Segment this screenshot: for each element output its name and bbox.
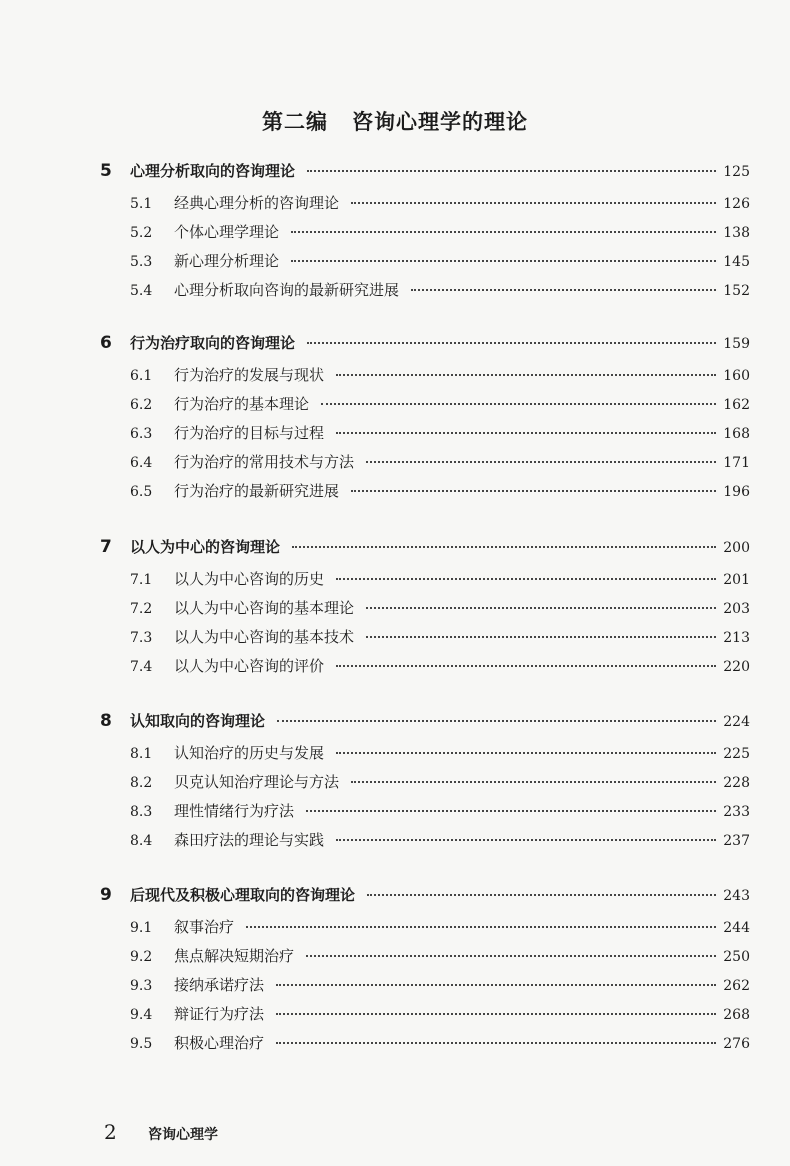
section-page: 145 xyxy=(723,254,750,270)
section-page: 268 xyxy=(723,1007,750,1023)
section-row[interactable] xyxy=(100,364,750,393)
dot-leader xyxy=(291,231,716,233)
section-number: 9.2 xyxy=(130,949,153,965)
section-number: 6.2 xyxy=(130,397,153,413)
section-title: 以人为中心咨询的历史 xyxy=(174,570,325,588)
dot-leader xyxy=(351,781,716,783)
section-page: 171 xyxy=(723,455,750,471)
section-page: 138 xyxy=(723,225,750,241)
section-row[interactable] xyxy=(100,771,750,800)
section-page: 168 xyxy=(723,426,750,442)
chapter-title: 行为治疗取向的咨询理论 xyxy=(130,334,296,352)
section-row[interactable] xyxy=(100,451,750,480)
section-title: 心理分析取向咨询的最新研究进展 xyxy=(174,281,400,299)
dot-leader xyxy=(276,1013,716,1015)
section-title: 焦点解决短期治疗 xyxy=(174,947,295,965)
section-row[interactable] xyxy=(100,393,750,422)
footer-page-number: 2 xyxy=(104,1120,117,1144)
dot-leader xyxy=(307,342,716,344)
section-number: 6.4 xyxy=(130,455,153,471)
section-title: 行为治疗的基本理论 xyxy=(174,395,310,413)
section-number: 9.4 xyxy=(130,1007,153,1023)
dot-leader xyxy=(306,955,716,957)
dot-leader xyxy=(336,578,716,580)
dot-leader xyxy=(291,260,716,262)
section-number: 8.2 xyxy=(130,775,153,791)
chapter-number: 7 xyxy=(100,537,112,557)
section-title: 个体心理学理论 xyxy=(174,223,280,241)
section-row[interactable] xyxy=(100,480,750,509)
dot-leader xyxy=(351,490,716,492)
dot-leader xyxy=(321,403,716,405)
chapter-number: 9 xyxy=(100,885,112,905)
chapter-number: 6 xyxy=(100,333,112,353)
chapter-page: 224 xyxy=(723,714,750,730)
section-title: 贝克认知治疗理论与方法 xyxy=(174,773,340,791)
dot-leader xyxy=(366,461,716,463)
section-title: 积极心理治疗 xyxy=(174,1034,265,1052)
section-page: 233 xyxy=(723,804,750,820)
part-title-prefix: 第二编 xyxy=(262,110,328,134)
section-number: 6.1 xyxy=(130,368,153,384)
section-number: 8.1 xyxy=(130,746,153,762)
section-page: 160 xyxy=(723,368,750,384)
chapter-page: 159 xyxy=(723,336,750,352)
section-row[interactable] xyxy=(100,221,750,250)
chapter-9 xyxy=(100,884,750,1061)
dot-leader xyxy=(246,926,716,928)
footer-book-title: 咨询心理学 xyxy=(148,1127,218,1143)
section-title: 以人为中心咨询的基本技术 xyxy=(174,628,355,646)
section-page: 250 xyxy=(723,949,750,965)
chapter-heading[interactable] xyxy=(100,710,750,742)
section-page: 228 xyxy=(723,775,750,791)
section-number: 8.4 xyxy=(130,833,153,849)
chapter-8 xyxy=(100,710,750,858)
chapter-6 xyxy=(100,332,750,509)
section-title: 叙事治疗 xyxy=(174,918,235,936)
section-title: 接纳承诺疗法 xyxy=(174,976,265,994)
section-row[interactable] xyxy=(100,250,750,279)
chapter-page: 125 xyxy=(723,164,750,180)
section-title: 行为治疗的常用技术与方法 xyxy=(174,453,355,471)
dot-leader xyxy=(276,984,716,986)
section-row[interactable] xyxy=(100,1003,750,1032)
dot-leader xyxy=(366,636,716,638)
section-page: 276 xyxy=(723,1036,750,1052)
chapter-heading[interactable] xyxy=(100,332,750,364)
chapter-title: 认知取向的咨询理论 xyxy=(130,712,266,730)
chapter-heading[interactable] xyxy=(100,884,750,916)
section-row[interactable] xyxy=(100,945,750,974)
section-row[interactable] xyxy=(100,626,750,655)
section-title: 新心理分析理论 xyxy=(174,252,280,270)
section-row[interactable] xyxy=(100,597,750,626)
dot-leader xyxy=(336,665,716,667)
section-number: 7.1 xyxy=(130,572,153,588)
section-page: 162 xyxy=(723,397,750,413)
section-number: 5.2 xyxy=(130,225,153,241)
section-row[interactable] xyxy=(100,829,750,858)
section-number: 7.3 xyxy=(130,630,153,646)
section-row[interactable] xyxy=(100,916,750,945)
section-number: 8.3 xyxy=(130,804,153,820)
section-page: 220 xyxy=(723,659,750,675)
chapter-title: 以人为中心的咨询理论 xyxy=(130,538,281,556)
part-title-name: 咨询心理学的理论 xyxy=(352,110,528,134)
section-page: 201 xyxy=(723,572,750,588)
section-title: 理性情绪行为疗法 xyxy=(174,802,295,820)
section-row[interactable] xyxy=(100,1032,750,1061)
section-row[interactable] xyxy=(100,192,750,221)
section-title: 行为治疗的目标与过程 xyxy=(174,424,325,442)
section-page: 244 xyxy=(723,920,750,936)
chapter-page: 243 xyxy=(723,888,750,904)
section-row[interactable] xyxy=(100,655,750,684)
dot-leader xyxy=(351,202,716,204)
chapter-heading[interactable] xyxy=(100,160,750,192)
chapter-number: 5 xyxy=(100,161,112,181)
section-page: 262 xyxy=(723,978,750,994)
dot-leader xyxy=(277,720,716,722)
section-page: 126 xyxy=(723,196,750,212)
dot-leader xyxy=(307,170,716,172)
section-title: 以人为中心咨询的基本理论 xyxy=(174,599,355,617)
section-title: 辩证行为疗法 xyxy=(174,1005,265,1023)
dot-leader xyxy=(366,607,716,609)
section-number: 5.3 xyxy=(130,254,153,270)
section-number: 5.1 xyxy=(130,196,153,212)
section-row[interactable] xyxy=(100,279,750,308)
chapter-5 xyxy=(100,160,750,308)
section-row[interactable] xyxy=(100,742,750,771)
dot-leader xyxy=(411,289,716,291)
section-number: 9.1 xyxy=(130,920,153,936)
section-title: 以人为中心咨询的评价 xyxy=(174,657,325,675)
section-number: 6.5 xyxy=(130,484,153,500)
dot-leader xyxy=(276,1042,716,1044)
dot-leader xyxy=(292,546,716,548)
section-number: 9.5 xyxy=(130,1036,153,1052)
section-row[interactable] xyxy=(100,974,750,1003)
section-page: 196 xyxy=(723,484,750,500)
section-page: 203 xyxy=(723,601,750,617)
section-title: 森田疗法的理论与实践 xyxy=(174,831,325,849)
section-page: 213 xyxy=(723,630,750,646)
dot-leader xyxy=(336,839,716,841)
section-number: 7.2 xyxy=(130,601,153,617)
chapter-heading[interactable] xyxy=(100,536,750,568)
section-number: 7.4 xyxy=(130,659,153,675)
section-number: 5.4 xyxy=(130,283,153,299)
dot-leader xyxy=(336,432,716,434)
dot-leader xyxy=(336,374,716,376)
section-row[interactable] xyxy=(100,800,750,829)
section-title: 认知治疗的历史与发展 xyxy=(174,744,325,762)
chapter-page: 200 xyxy=(723,540,750,556)
section-page: 152 xyxy=(723,283,750,299)
section-number: 9.3 xyxy=(130,978,153,994)
section-page: 225 xyxy=(723,746,750,762)
chapter-7 xyxy=(100,536,750,684)
dot-leader xyxy=(367,894,716,896)
section-title: 行为治疗的最新研究进展 xyxy=(174,482,340,500)
dot-leader xyxy=(336,752,716,754)
dot-leader xyxy=(306,810,716,812)
chapter-title: 心理分析取向的咨询理论 xyxy=(130,162,296,180)
section-title: 经典心理分析的咨询理论 xyxy=(174,194,340,212)
section-page: 237 xyxy=(723,833,750,849)
section-row[interactable] xyxy=(100,422,750,451)
section-row[interactable] xyxy=(100,568,750,597)
section-number: 6.3 xyxy=(130,426,153,442)
chapter-number: 8 xyxy=(100,711,112,731)
part-title xyxy=(0,106,790,136)
chapter-title: 后现代及积极心理取向的咨询理论 xyxy=(130,886,356,904)
section-title: 行为治疗的发展与现状 xyxy=(174,366,325,384)
